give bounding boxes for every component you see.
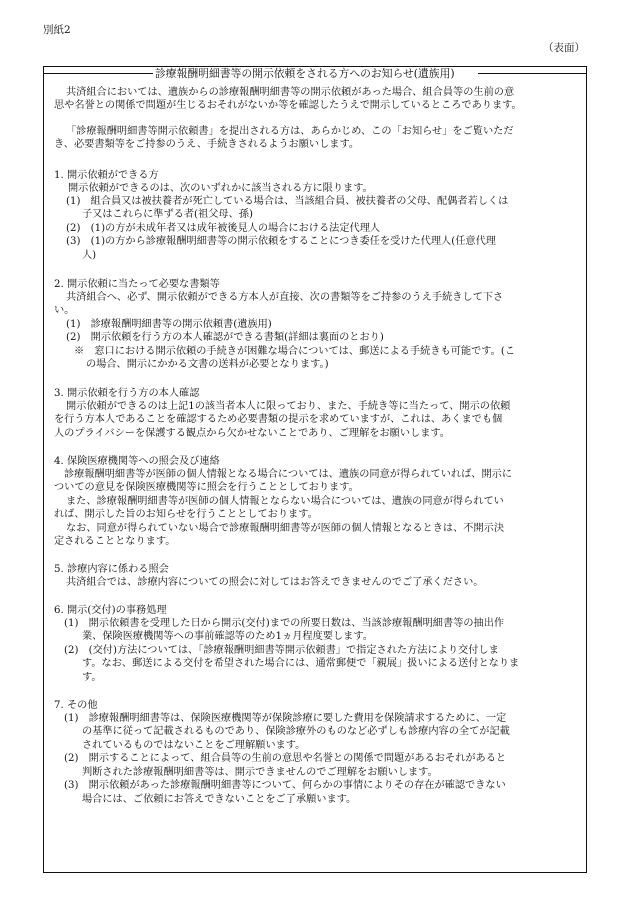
section-line: を行う方本人であることを確認するため必要書類の提示を求めていますが、これは、あくまでも個 xyxy=(54,414,503,425)
section-heading: 6. 開示(交付)の事務処理 xyxy=(54,605,167,616)
section-heading: 2. 開示依頼に当たって必要な書類等 xyxy=(54,279,220,290)
section-line: の場合、開示にかかる文書の送料が必要となります。) xyxy=(86,359,329,370)
section-heading: 7. その他 xyxy=(54,700,98,711)
section-line: なお、同意が得られていない場合で診療報酬明細書等が医師の個人情報となるときは、不開示決 xyxy=(66,523,505,534)
section-line: また、診療報酬明細書等が医師の個人情報とならない場合については、遺族の同意が得られてい xyxy=(66,496,504,507)
section-line: 人のプライバシーを保護する観点から欠かせないことであり、ご理解をお願いします。 xyxy=(54,428,450,439)
section-line: ※ 窓口における開示依頼の手続きが困難な場合については、郵送による手続きも可能です。(こ xyxy=(74,346,516,357)
section-line: (2) 開示することによって、組合員等の生前の意思や名誉との関係で問題があるおそれがあると xyxy=(64,753,507,764)
section-line: の基準に従って記載されるものであり、保険診療外のものなど必ずしも診療内容の全てが記載 xyxy=(82,726,510,737)
section-line: す。 xyxy=(82,672,102,683)
section-line: 人) xyxy=(82,250,97,261)
section-line: (1) 診療報酬明細書等は、保険医療機関等が保険診療に要した費用を保険請求するために、一定 xyxy=(64,713,507,724)
section-line: 子又はこれらに準ずる者(祖父母、孫) xyxy=(82,209,253,220)
section-heading: 1. 開示依頼ができる方 xyxy=(54,170,159,181)
section-line: 判断された診療報酬明細書等は、開示できませんのでご理解をお願いします。 xyxy=(82,767,438,778)
section-line: す。なお、郵送による交付を希望された場合には、通常郵便で「親展」扱いによる送付となりま xyxy=(82,658,520,669)
section-line: (1) 組合員又は被扶養者が死亡している場合は、当該組合員、被扶養者の父母、配偶者若しくは xyxy=(66,196,509,207)
intro-line: 「診療報酬明細書等開示依頼書」を提出される方は、あらかじめ、この「お知らせ」をご覧いただ xyxy=(66,126,514,137)
section-line: (1) 開示依頼書を受理した日から開示(交付)までの所要日数は、当該診療報酬明細書等の抽出作 xyxy=(64,618,505,629)
section-line: れば、開示した旨のお知らせを行うこととしております。 xyxy=(54,509,318,520)
title-rule-left xyxy=(43,73,153,74)
section-line: 開示依頼ができるのは上記1の該当者本人に限っており、また、手続き等に当たって、開示の依頼 xyxy=(66,401,511,412)
section-line: (2) 開示依頼を行う方の本人確認ができる書類(詳細は裏面のとおり) xyxy=(66,332,384,343)
attachment-label: 別紙2 xyxy=(43,24,71,36)
notice-title: 診療報酬明細書等の開示依頼をされる方へのお知らせ(遺族用) xyxy=(155,67,455,80)
section-line: 診療報酬明細書等が医師の個人情報となる場合については、遺族の同意が得られていれば、開示に xyxy=(64,469,513,480)
section-line: (3) (1)の方から診療報酬明細書等の開示依頼をすることにつき委任を受けた代理人(任意代理 xyxy=(66,236,496,247)
section-line: 業、保険医療機関等への事前確認等のため1ヵ月程度要します。 xyxy=(82,631,373,642)
section-line: (1) 診療報酬明細書等の開示依頼書(遺族用) xyxy=(66,319,272,330)
section-line: されているものではないことをご理解願います。 xyxy=(82,740,306,751)
section-line: (3) 開示依頼があった診療報酬明細書等について、何らかの事情によりその存在が確認できない xyxy=(64,780,506,791)
section-line: (2) (交付)方法については、「診療報酬明細書等開示依頼書」で指定された方法により交付しま xyxy=(64,645,499,656)
section-line: 場合には、ご依頼にお答えできないことをご了承願います。 xyxy=(82,794,357,805)
title-rule-right xyxy=(478,73,587,74)
section-line: 開示依頼ができるのは、次のいずれかに該当される方に限ります。 xyxy=(68,183,373,194)
section-line: 共済組合へ、必ず、開示依頼ができる方本人が直接、次の書類等をご持参のうえ手続きして下さ xyxy=(66,292,504,303)
section-line: 定されることとなります。 xyxy=(54,536,176,547)
section-line: 共済組合では、診療内容についての照会に対してはお答えできませんのでご了承ください。 xyxy=(66,577,484,588)
section-heading: 5. 診療内容に係わる照会 xyxy=(54,564,169,575)
section-line: ついての意見を保険医療機関等に照会を行うこととしております。 xyxy=(54,482,359,493)
intro-line: き、必要書類等をご持参のうえ、手続きされるようお願いします。 xyxy=(54,139,360,150)
intro-line: 思や名誉との関係で問題が生じるおそれがないか等を確認したうえで開示しているところであります。 xyxy=(54,100,522,111)
section-heading: 3. 開示依頼を行う方の本人確認 xyxy=(54,388,200,399)
section-line: い。 xyxy=(54,305,75,316)
section-heading: 4. 保険医療機関等への照会及び連絡 xyxy=(54,456,220,467)
section-line: (2) (1)の方が未成年者又は成年被後見人の場合における法定代理人 xyxy=(66,223,381,234)
intro-line: 共済組合においては、遺族からの診療報酬明細書等の開示依頼があった場合、組合員等の生前の意 xyxy=(66,87,515,98)
front-side-label: （表面） xyxy=(543,42,585,54)
